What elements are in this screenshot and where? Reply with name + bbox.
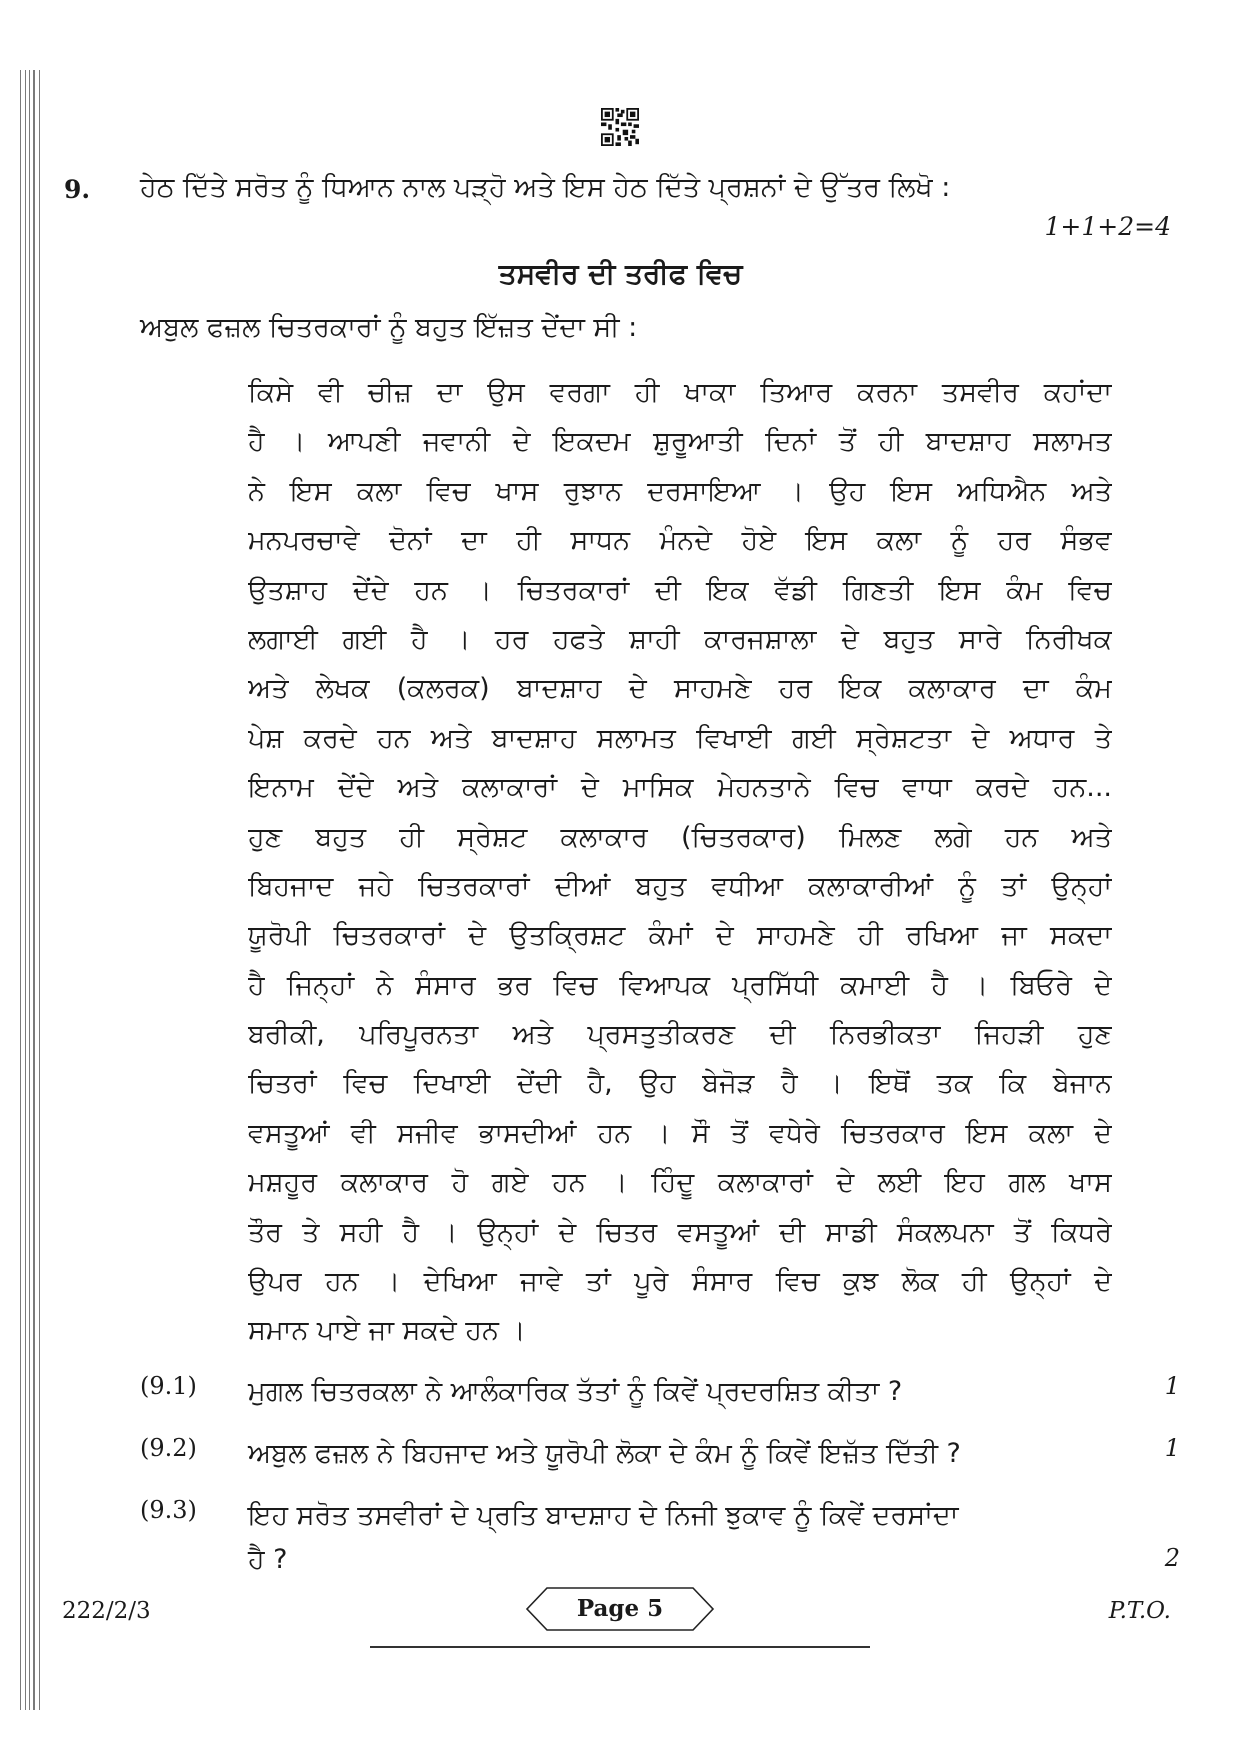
passage-line: ਬਿਹਜਾਦ ਜਹੇ ਚਿਤਰਕਾਰਾਂ ਦੀਆਂ ਬਹੁਤ ਵਧੀਆ ਕਲਾਕਾਰੀਆਂ ਨੂੰ ਤਾਂ ਉਨ੍ਹਾਂ — [248, 870, 1112, 902]
subquestion-9-1 — [140, 1368, 1180, 1418]
passage-line: ਮਨਪਰਚਾਵੇ ਦੋਨਾਂ ਦਾ ਹੀ ਸਾਧਨ ਮੰਨਦੇ ਹੋਏ ਇਸ ਕਲਾ ਨੂੰ ਹਰ ਸੰਭਵ — [248, 525, 1112, 557]
subquestion-text: ਮੁਗਲ ਚਿਤਰਕਲਾ ਨੇ ਆਲੰਕਾਰਿਕ ਤੱਤਾਂ ਨੂੰ ਕਿਵੇਂ ਪ੍ਰਦਰਸ਼ਿਤ ਕੀਤਾ ? — [248, 1376, 903, 1407]
subquestion-text-continued: ਹੈ ? — [248, 1544, 288, 1575]
page-number-label: Page 5 — [576, 1595, 664, 1622]
passage-line: ਕਿਸੇ ਵੀ ਚੀਜ਼ ਦਾ ਉਸ ਵਰਗਾ ਹੀ ਖਾਕਾ ਤਿਆਰ ਕਰਨਾ ਤਸਵੀਰ ਕਹਾਂਦਾ — [248, 377, 1112, 408]
passage-line: ਹੈ ਜਿਨ੍ਹਾਂ ਨੇ ਸੰਸਾਰ ਭਰ ਵਿਚ ਵਿਆਪਕ ਪ੍ਰਸਿੱਧੀ ਕਮਾਈ ਹੈ । ਬਿਓਰੇ ਦੇ — [248, 969, 1112, 1001]
page-number — [525, 1586, 715, 1632]
marks-total: 1+1+2=4 — [1044, 212, 1171, 241]
left-margin-bars — [20, 70, 46, 1710]
subquestion-number: (9.3) — [140, 1496, 197, 1524]
passage-line: ਅਤੇ ਲੇਖਕ (ਕਲਰਕ) ਬਾਦਸ਼ਾਹ ਦੇ ਸਾਹਮਣੇ ਹਰ ਇਕ ਕਲਾਕਾਰ ਦਾ ਕੰਮ — [248, 673, 1112, 705]
passage-line: ਨੇ ਇਸ ਕਲਾ ਵਿਚ ਖਾਸ ਰੁਝਾਨ ਦਰਸਾਇਆ । ਉਹ ਇਸ ਅਧਿਐਨ ਅਤੇ — [248, 475, 1112, 507]
passage-line: ਹੈ । ਆਪਣੀ ਜਵਾਨੀ ਦੇ ਇਕਦਮ ਸ਼ੁਰੂਆਤੀ ਦਿਨਾਂ ਤੋਂ ਹੀ ਬਾਦਸ਼ਾਹ ਸਲਾਮਤ — [248, 426, 1112, 458]
source-intro: ਅਬੁਲ ਫਜ਼ਲ ਚਿਤਰਕਾਰਾਂ ਨੂੰ ਬਹੁਤ ਇੱਜ਼ਤ ਦੇਂਦਾ ਸੀ : — [140, 312, 638, 343]
passage-line: ਇਨਾਮ ਦੇਂਦੇ ਅਤੇ ਕਲਾਕਾਰਾਂ ਦੇ ਮਾਸਿਕ ਮੇਹਨਤਾਨੇ ਵਿਚ ਵਾਧਾ ਕਰਦੇ ਹਨ... — [248, 772, 1112, 804]
passage-line: ਉਤਸ਼ਾਹ ਦੇਂਦੇ ਹਨ । ਚਿਤਰਕਾਰਾਂ ਦੀ ਇਕ ਵੱਡੀ ਗਿਣਤੀ ਇਸ ਕੰਮ ਵਿਚ — [248, 574, 1112, 606]
subquestion-marks: 2 — [1164, 1544, 1180, 1572]
passage-line: ਉਪਰ ਹਨ । ਦੇਖਿਆ ਜਾਵੇ ਤਾਂ ਪੂਰੇ ਸੰਸਾਰ ਵਿਚ ਕੁਝ ਲੋਕ ਹੀ ਉਨ੍ਹਾਂ ਦੇ — [248, 1266, 1112, 1298]
paper-code: 222/2/3 — [62, 1598, 151, 1624]
passage-line: ਬਰੀਕੀ, ਪਰਿਪੂਰਨਤਾ ਅਤੇ ਪ੍ਰਸਤੁਤੀਕਰਣ ਦੀ ਨਿਰਭੀਕਤਾ ਜਿਹੜੀ ਹੁਣ — [248, 1019, 1112, 1051]
please-turn-over: P.T.O. — [1108, 1598, 1171, 1624]
subquestion-number: (9.1) — [140, 1372, 197, 1400]
passage-line: ਸਮਾਨ ਪਾਏ ਜਾ ਸਕਦੇ ਹਨ । — [248, 1315, 526, 1347]
question-instruction: ਹੇਠ ਦਿੱਤੇ ਸਰੋਤ ਨੂੰ ਧਿਆਨ ਨਾਲ ਪੜ੍ਹੋ ਅਤੇ ਇਸ ਹੇਠ ਦਿੱਤੇ ਪ੍ਰਸ਼ਨਾਂ ਦੇ ਉੱਤਰ ਲਿਖੋ : — [140, 172, 951, 203]
question-number: 9. — [64, 175, 91, 204]
subquestion-text: ਇਹ ਸਰੋਤ ਤਸਵੀਰਾਂ ਦੇ ਪ੍ਰਤਿ ਬਾਦਸ਼ਾਹ ਦੇ ਨਿਜੀ ਝੁਕਾਵ ਨੂੰ ਕਿਵੇਂ ਦਰਸਾਂਦਾ — [248, 1500, 959, 1531]
passage-line: ਹੁਣ ਬਹੁਤ ਹੀ ਸ੍ਰੇਸ਼ਟ ਕਲਾਕਾਰ (ਚਿਤਰਕਾਰ) ਮਿਲਣ ਲਗੇ ਹਨ ਅਤੇ — [248, 821, 1112, 853]
qr-code-icon — [601, 108, 639, 146]
source-heading: ਤਸਵੀਰ ਦੀ ਤਰੀਫ ਵਿਚ — [498, 257, 743, 290]
passage-line: ਤੌਰ ਤੇ ਸਹੀ ਹੈ । ਉਨ੍ਹਾਂ ਦੇ ਚਿਤਰ ਵਸਤੂਆਂ ਦੀ ਸਾਡੀ ਸੰਕਲਪਨਾ ਤੋਂ ਕਿਧਰੇ — [248, 1216, 1112, 1248]
passage-line: ਵਸਤੂਆਂ ਵੀ ਸਜੀਵ ਭਾਸਦੀਆਂ ਹਨ । ਸੌ ਤੋਂ ਵਧੇਰੇ ਚਿਤਰਕਾਰ ਇਸ ਕਲਾ ਦੇ — [248, 1117, 1112, 1149]
subquestion-text: ਅਬੁਲ ਫਜ਼ਲ ਨੇ ਬਿਹਜਾਦ ਅਤੇ ਯੂਰੋਪੀ ਲੋਕਾ ਦੇ ਕੰਮ ਨੂੰ ਕਿਵੇਂ ਇਜ਼ੱਤ ਦਿੱਤੀ ? — [248, 1438, 961, 1469]
passage-line: ਲਗਾਈ ਗਈ ਹੈ । ਹਰ ਹਫਤੇ ਸ਼ਾਹੀ ਕਾਰਜਸ਼ਾਲਾ ਦੇ ਬਹੁਤ ਸਾਰੇ ਨਿਰੀਖਕ — [248, 623, 1112, 655]
passage-line: ਯੂਰੋਪੀ ਚਿਤਰਕਾਰਾਂ ਦੇ ਉਤਕ੍ਰਿਸ਼ਟ ਕੰਮਾਂ ਦੇ ਸਾਹਮਣੇ ਹੀ ਰਖਿਆ ਜਾ ਸਕਦਾ — [248, 920, 1112, 952]
passage-line: ਚਿਤਰਾਂ ਵਿਚ ਦਿਖਾਈ ਦੇਂਦੀ ਹੈ, ਉਹ ਬੇਜੋੜ ਹੈ । ਇਥੋਂ ਤਕ ਕਿ ਬੇਜਾਨ — [248, 1068, 1112, 1100]
subquestion-marks: 1 — [1164, 1434, 1180, 1462]
subquestion-number: (9.2) — [140, 1434, 197, 1462]
passage-line: ਪੇਸ਼ ਕਰਦੇ ਹਨ ਅਤੇ ਬਾਦਸ਼ਾਹ ਸਲਾਮਤ ਵਿਖਾਈ ਗਈ ਸ੍ਰੇਸ਼ਟਤਾ ਦੇ ਅਧਾਰ ਤੇ — [248, 722, 1112, 754]
passage-line: ਮਸ਼ਹੂਰ ਕਲਾਕਾਰ ਹੋ ਗਏ ਹਨ । ਹਿੰਦੂ ਕਲਾਕਾਰਾਂ ਦੇ ਲਈ ਇਹ ਗਲ ਖਾਸ — [248, 1167, 1112, 1199]
subquestion-9-2 — [140, 1430, 1180, 1480]
source-passage — [248, 368, 1112, 1356]
footer-rule — [370, 1646, 870, 1648]
subquestion-marks: 1 — [1164, 1372, 1180, 1400]
